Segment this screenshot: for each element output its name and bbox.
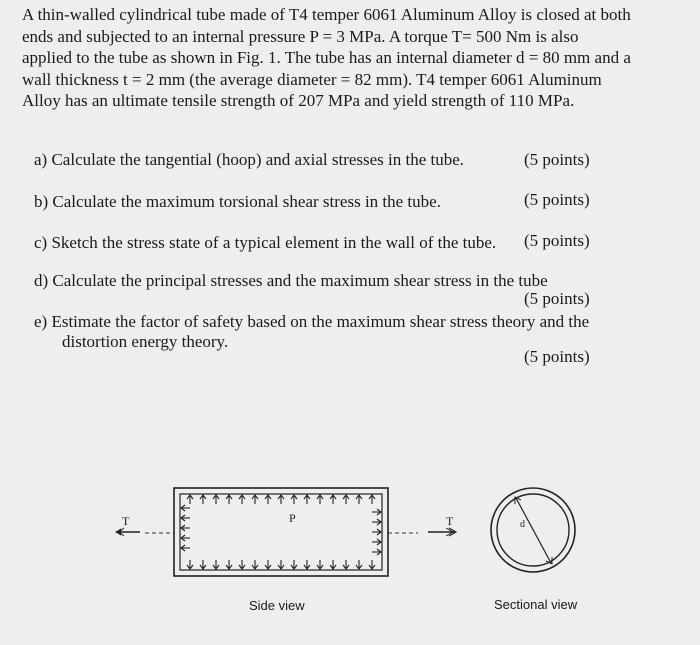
question-e-continuation: distortion energy theory. [62, 332, 229, 351]
right-torque-label: T [446, 514, 454, 528]
sectional-view [491, 488, 575, 572]
diameter-label: d [520, 519, 525, 530]
pressure-label: P [289, 511, 296, 525]
intro-line: applied to the tube as shown in Fig. 1. The tube has an internal diameter d = 80 mm and a [22, 48, 631, 67]
side-view-caption: Side view [249, 598, 305, 613]
question-a-text: a) Calculate the tangential (hoop) and axial stresses in the tube. [34, 150, 465, 169]
right-torque-arrow [428, 528, 456, 536]
left-torque-label: T [122, 514, 130, 528]
question-c-points: (5 points) [524, 231, 590, 250]
intro-line: A thin-walled cylindrical tube made of T4 temper 6061 Aluminum Alloy is closed at both [22, 5, 631, 24]
question-a-points: (5 points) [524, 150, 590, 169]
left-torque-arrow [116, 528, 140, 536]
intro-line: wall thickness t = 2 mm (the average diameter = 82 mm). T4 temper 6061 Aluminum [22, 69, 602, 89]
left-end-pressure-arrows [181, 505, 190, 551]
question-d-points: (5 points) [524, 289, 590, 308]
sectional-view-caption: Sectional view [494, 597, 578, 612]
intro-line: ends and subjected to an internal pressure P = 3 MPa. A torque T= 500 Nm is also [22, 26, 579, 46]
question-b-points: (5 points) [524, 190, 590, 209]
top-pressure-arrows [187, 495, 375, 504]
question-e-points: (5 points) [524, 347, 590, 366]
question-c-text: c) Sketch the stress state of a typical element in the wall of the tube. [34, 233, 497, 252]
right-end-pressure-arrows [372, 509, 381, 555]
bottom-pressure-arrows [187, 560, 375, 569]
question-e-text: e) Estimate the factor of safety based on the maximum shear stress theory and the [34, 312, 590, 331]
question-b-text: b) Calculate the maximum torsional shear stress in the tube. [34, 192, 441, 211]
tube-inner-wall [180, 494, 382, 570]
intro-line: Alloy has an ultimate tensile strength of 207 MPa and yield strength of 110 MPa. [22, 91, 575, 110]
question-d-text: d) Calculate the principal stresses and the maximum shear stress in the tube [34, 271, 548, 290]
